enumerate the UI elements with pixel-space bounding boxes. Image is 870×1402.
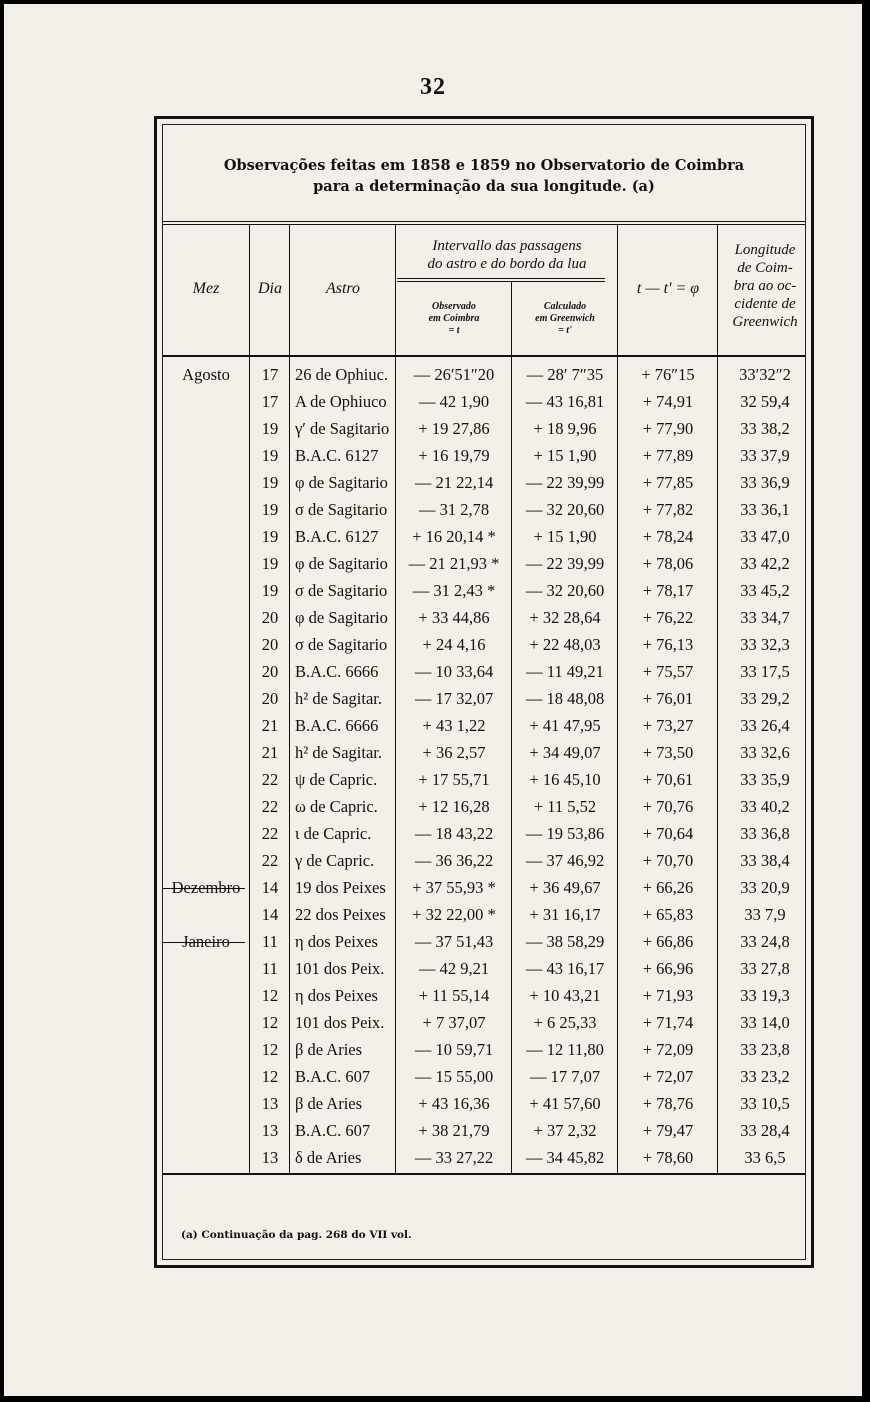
row-observado: + 16 19,79 [418,446,490,465]
row-longitude: 33 35,9 [740,770,790,789]
row-mez: Agosto [182,365,230,384]
title-line-1: Observações feitas em 1858 e 1859 no Observatorio de Coimbra [223,157,745,174]
row-dia: 22 [261,851,279,870]
row-astro: φ de Sagitario [295,473,388,492]
row-difference: + 78,76 [642,1094,694,1113]
row-observado: + 33 44,86 [418,608,490,627]
row-calculado: — 32 20,60 [525,500,605,519]
row-calculado: + 32 28,64 [529,608,601,627]
row-astro: 101 dos Peix. [295,1013,385,1032]
header-observado [397,301,511,337]
row-astro: σ de Sagitario [295,635,388,654]
row-observado: — 26′51″20 [413,365,495,384]
row-longitude: 32 59,4 [740,392,790,411]
row-difference: + 78,06 [642,554,694,573]
row-astro: β de Aries [295,1094,363,1113]
row-calculado: — 38 58,29 [525,932,605,951]
row-dia: 19 [261,419,279,438]
row-astro: ι de Capric. [295,824,372,843]
header-longitude-line2: de Coim- [737,260,793,276]
row-calculado: + 22 48,03 [529,635,601,654]
row-astro: ω de Capric. [295,797,378,816]
row-mez [163,415,249,442]
row-astro: σ de Sagitario [295,581,388,600]
row-astro: B.A.C. 6127 [295,446,379,465]
table-frame [154,116,814,1268]
row-dia: 20 [261,662,279,681]
row-difference: + 65,83 [642,905,694,924]
row-longitude: 33 17,5 [740,662,790,681]
rule-above-header-double [163,224,805,225]
row-calculado: + 15 1,90 [533,446,597,465]
row-astro: B.A.C. 607 [295,1067,371,1086]
row-dia: 19 [261,554,279,573]
row-astro: γ de Capric. [295,851,375,870]
row-dia: 20 [261,635,279,654]
rule-below-body [163,1173,805,1175]
row-difference: + 73,27 [642,716,694,735]
header-astro: Astro [325,280,361,297]
header-observado-line3: = t [448,325,460,336]
row-observado: — 33 27,22 [414,1148,494,1167]
row-observado: + 24 4,16 [422,635,486,654]
row-observado: — 21 21,93 * [408,554,500,573]
col-sep-mez [249,225,250,1173]
row-difference: + 78,17 [642,581,694,600]
row-astro: A de Ophiuco [295,392,387,411]
row-longitude: 33 42,2 [740,554,790,573]
page-number: 32 [420,74,446,100]
row-dia: 11 [262,932,278,951]
row-mez [163,577,249,604]
row-difference: + 77,89 [642,446,694,465]
header-observado-line1: Observado [432,301,476,312]
footnote: (a) Continuação da pag. 268 do VII vol. [181,1229,412,1241]
row-difference: + 71,93 [642,986,694,1005]
row-mez [163,469,249,496]
row-difference: + 71,74 [642,1013,694,1032]
row-dia: 14 [261,878,279,897]
row-calculado: + 41 47,95 [529,716,601,735]
row-astro: h² de Sagitar. [295,743,382,762]
row-astro: 101 dos Peix. [295,959,385,978]
rule-below-header [163,355,805,357]
title-line-2: para a determinação da sua longitude. (a) [313,178,655,195]
row-mez [163,658,249,685]
row-dia: 19 [261,473,279,492]
row-mez [163,739,249,766]
row-mez [163,604,249,631]
row-calculado: — 19 53,86 [525,824,605,843]
row-longitude: 33 45,2 [740,581,790,600]
row-calculado: + 34 49,07 [529,743,601,762]
row-dia: 21 [261,716,279,735]
header-calculado-line2: em Greenwich [535,313,595,324]
row-longitude: 33 37,9 [740,446,790,465]
row-dia: 19 [261,581,279,600]
row-difference: + 78,24 [642,527,694,546]
rule-above-header [163,221,805,222]
row-difference: + 66,86 [642,932,694,951]
row-dia: 22 [261,797,279,816]
row-difference: + 72,09 [642,1040,694,1059]
row-calculado: + 18 9,96 [533,419,597,438]
row-calculado: — 43 16,17 [525,959,605,978]
row-longitude: 33 38,2 [740,419,790,438]
row-calculado: — 34 45,82 [525,1148,605,1167]
header-dia: Dia [258,280,282,297]
row-observado: — 36 36,22 [414,851,494,870]
row-longitude: 33 26,4 [740,716,790,735]
row-observado: + 32 22,00 * [412,905,496,924]
row-astro: η dos Peixes [295,986,378,1005]
row-mez [163,1063,249,1090]
row-difference: + 77,90 [642,419,694,438]
row-mez: Dezembro [171,878,241,897]
row-mez [163,847,249,874]
row-calculado: + 31 16,17 [529,905,601,924]
row-observado: + 37 55,93 * [412,878,496,897]
row-astro: ψ de Capric. [295,770,378,789]
row-longitude: 33 29,2 [740,689,790,708]
row-mez [163,1144,249,1171]
row-calculado: — 18 48,08 [525,689,605,708]
row-observado: — 10 33,64 [414,662,494,681]
row-longitude: 33 10,5 [740,1094,790,1113]
row-dia: 13 [261,1121,279,1140]
row-difference: + 78,60 [642,1148,694,1167]
row-astro: γ′ de Sagitario [295,419,390,438]
row-mez [163,550,249,577]
row-longitude: 33 32,6 [740,743,790,762]
header-longitude-line5: Greenwich [732,314,798,330]
row-longitude: 33 27,8 [740,959,790,978]
header-intervallo [397,237,617,273]
row-dia: 20 [261,608,279,627]
row-dia: 11 [262,959,278,978]
row-dia: 22 [261,824,279,843]
row-astro: β de Aries [295,1040,363,1059]
row-observado: + 16 20,14 * [412,527,496,546]
row-dia: 19 [261,446,279,465]
row-mez [163,496,249,523]
row-astro: η dos Peixes [295,932,378,951]
header-calculado [513,301,617,337]
row-observado: — 18 43,22 [414,824,494,843]
row-mez [163,982,249,1009]
row-longitude: 33 40,2 [740,797,790,816]
row-longitude: 33 34,7 [740,608,790,627]
row-observado: + 17 55,71 [418,770,490,789]
header-diff: t — t' = φ [636,280,700,297]
row-observado: — 42 9,21 [418,959,490,978]
row-mez [163,1090,249,1117]
row-observado: — 17 32,07 [414,689,494,708]
row-difference: + 66,26 [642,878,694,897]
row-longitude: 33 36,1 [740,500,790,519]
row-difference: + 74,91 [642,392,694,411]
row-mez [163,388,249,415]
row-astro: B.A.C. 6666 [295,716,379,735]
row-astro: B.A.C. 6666 [295,662,379,681]
row-mez [163,1117,249,1144]
row-calculado: — 22 39,99 [525,554,605,573]
row-mez [163,1009,249,1036]
row-dia: 19 [261,527,279,546]
row-mez [163,1036,249,1063]
row-mez [163,955,249,982]
row-longitude: 33 36,8 [740,824,790,843]
row-calculado: — 32 20,60 [525,581,605,600]
row-observado: — 31 2,78 [418,500,490,519]
row-calculado: + 10 43,21 [529,986,601,1005]
row-difference: + 75,57 [642,662,694,681]
scanned-page [4,4,862,1396]
header-intervallo-line1: Intervallo das passagens [432,238,582,254]
rule-interval-group-double [397,281,605,282]
row-astro: φ de Sagitario [295,608,388,627]
table-title [163,155,805,197]
row-dia: 12 [261,1040,279,1059]
row-difference: + 79,47 [642,1121,694,1140]
row-difference: + 77,82 [642,500,694,519]
col-sep-calc [617,225,618,1173]
row-calculado: — 11 49,21 [526,662,604,681]
row-difference: + 76″15 [641,365,695,384]
header-longitude-line4: cidente de [734,296,796,312]
row-difference: + 70,70 [642,851,694,870]
col-sep-diff [717,225,718,1173]
row-observado: + 43 1,22 [422,716,486,735]
row-longitude: 33 7,9 [744,905,786,924]
row-calculado: + 6 25,33 [533,1013,597,1032]
row-calculado: — 22 39,99 [525,473,605,492]
row-difference: + 76,01 [642,689,694,708]
row-calculado: + 11 5,52 [533,797,597,816]
row-observado: + 12 16,28 [418,797,490,816]
row-longitude: 33 6,5 [744,1148,786,1167]
row-difference: + 76,13 [642,635,694,654]
header-longitude-line3: bra ao oc- [733,278,797,294]
header-mez: Mez [192,280,220,297]
row-dia: 12 [261,1067,279,1086]
row-mez [163,820,249,847]
row-observado: — 21 22,14 [414,473,494,492]
row-dia: 13 [261,1094,279,1113]
row-longitude: 33 23,2 [740,1067,790,1086]
col-sep-astro [395,225,396,1173]
col-sep-dia [289,225,290,1173]
header-observado-line2: em Coimbra [428,313,480,324]
row-dia: 20 [261,689,279,708]
row-observado: + 38 21,79 [418,1121,490,1140]
row-astro: 22 dos Peixes [295,905,386,924]
row-mez [163,901,249,928]
row-calculado: + 41 57,60 [529,1094,601,1113]
row-astro: 19 dos Peixes [295,878,386,897]
row-calculado: + 16 45,10 [529,770,601,789]
row-calculado: — 37 46,92 [525,851,605,870]
row-difference: + 70,76 [642,797,694,816]
row-calculado: — 12 11,80 [526,1040,604,1059]
row-longitude: 33 32,3 [740,635,790,654]
row-astro: δ de Aries [295,1148,362,1167]
row-observado: + 43 16,36 [418,1094,490,1113]
row-mez [163,712,249,739]
table-inner-frame [162,124,806,1260]
row-mez [163,442,249,469]
row-mez [163,631,249,658]
row-mez [163,766,249,793]
row-difference: + 70,64 [642,824,694,843]
row-astro: φ de Sagitario [295,554,388,573]
row-longitude: 33 47,0 [740,527,790,546]
row-observado: + 7 37,07 [422,1013,486,1032]
row-calculado: — 17 7,07 [529,1067,601,1086]
row-calculado: + 37 2,32 [533,1121,597,1140]
row-mez [163,793,249,820]
row-observado: — 42 1,90 [418,392,490,411]
row-mez [163,685,249,712]
row-difference: + 66,96 [642,959,694,978]
row-observado: — 10 59,71 [414,1040,494,1059]
row-calculado: + 36 49,67 [529,878,601,897]
row-difference: + 72,07 [642,1067,694,1086]
row-mez: Janeiro [182,932,230,951]
row-dia: 19 [261,500,279,519]
row-calculado: — 43 16,81 [525,392,605,411]
row-dia: 12 [261,986,279,1005]
col-sep-obs [511,281,512,1173]
row-dia: 14 [261,905,279,924]
row-astro: σ de Sagitario [295,500,388,519]
row-dia: 22 [261,770,279,789]
row-longitude: 33 23,8 [740,1040,790,1059]
row-calculado: — 28′ 7″35 [526,365,604,384]
row-astro: h² de Sagitar. [295,689,382,708]
row-observado: + 11 55,14 [418,986,490,1005]
header-longitude-line1: Longitude [734,242,796,258]
row-astro: 26 de Ophiuc. [295,365,389,384]
row-longitude: 33 38,4 [740,851,790,870]
row-longitude: 33 36,9 [740,473,790,492]
row-observado: + 19 27,86 [418,419,490,438]
row-observado: — 31 2,43 * [412,581,496,600]
row-astro: B.A.C. 607 [295,1121,371,1140]
row-astro: B.A.C. 6127 [295,527,379,546]
row-longitude: 33 19,3 [740,986,790,1005]
row-calculado: + 15 1,90 [533,527,597,546]
header-calculado-line3: = t' [558,325,572,336]
row-observado: + 36 2,57 [422,743,486,762]
row-longitude: 33 20,9 [740,878,790,897]
row-difference: + 76,22 [642,608,694,627]
row-dia: 17 [261,392,279,411]
row-longitude: 33′32″2 [739,365,791,384]
row-longitude: 33 28,4 [740,1121,790,1140]
row-dia: 17 [261,365,279,384]
header-intervallo-line2: do astro e do bordo da lua [427,256,587,272]
header-calculado-line1: Calculado [543,301,587,312]
row-observado: — 15 55,00 [414,1067,494,1086]
row-observado: — 37 51,43 [414,932,494,951]
row-dia: 12 [261,1013,279,1032]
row-longitude: 33 24,8 [740,932,790,951]
row-difference: + 73,50 [642,743,694,762]
row-difference: + 70,61 [642,770,694,789]
row-dia: 13 [261,1148,279,1167]
header-longitude [719,241,811,331]
row-mez [163,523,249,550]
row-dia: 21 [261,743,279,762]
row-longitude: 33 14,0 [740,1013,790,1032]
rule-interval-group [397,278,605,279]
row-difference: + 77,85 [642,473,694,492]
